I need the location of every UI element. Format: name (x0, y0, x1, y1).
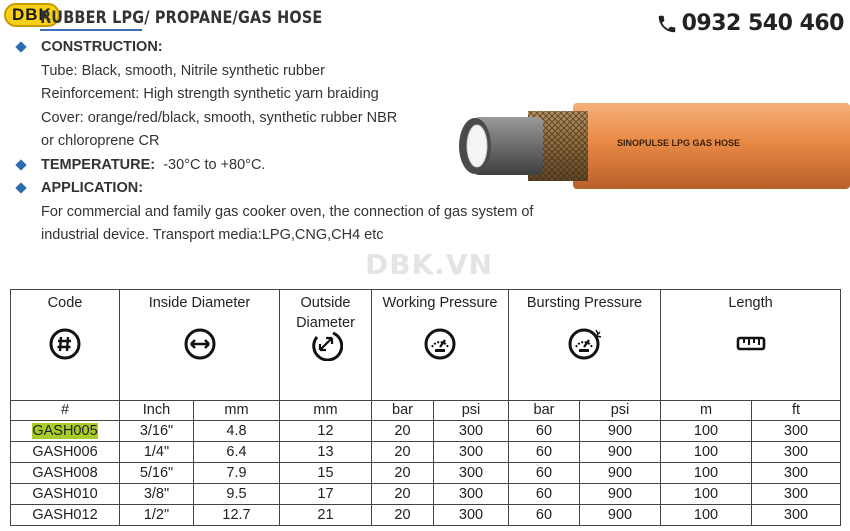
table-cell: 300 (752, 442, 841, 463)
outside-diameter-icon (309, 327, 343, 361)
table-cell: 900 (580, 442, 661, 463)
bullet-diamond-icon (15, 182, 26, 193)
table-cell: 100 (661, 421, 752, 442)
tube-line: Tube: Black, smooth, Nitrile synthetic rubber (41, 62, 325, 79)
table-cell: 900 (580, 484, 661, 505)
watermark: DBK.VN (365, 248, 494, 281)
header-outside-diameter: Outside Diameter (280, 290, 372, 401)
table-cell: 12 (280, 421, 372, 442)
table-header-row (11, 290, 841, 401)
unit-cell: # (11, 401, 120, 421)
table-cell: 100 (661, 505, 752, 526)
table-cell: 300 (434, 442, 509, 463)
header-code: Code (11, 290, 120, 401)
table-cell: 60 (509, 463, 580, 484)
table-cell: 12.7 (194, 505, 280, 526)
table-cell: 300 (434, 421, 509, 442)
table-cell: 20 (372, 463, 434, 484)
phone-number[interactable] (656, 11, 844, 36)
unit-cell: psi (434, 401, 509, 421)
page-title: RUBBER LPG/ PROPANE/GAS HOSE (40, 8, 323, 28)
header-working-pressure: Working Pressure (372, 290, 509, 401)
header-length: Length (661, 290, 841, 401)
table-cell: 300 (752, 463, 841, 484)
table-cell: 100 (661, 442, 752, 463)
table-cell: 900 (580, 505, 661, 526)
table-cell: 60 (509, 484, 580, 505)
unit-cell: ft (752, 401, 841, 421)
cover-line-1: Cover: orange/red/black, smooth, synthetic rubber NBR (41, 109, 398, 126)
construction-heading: CONSTRUCTION: (0, 36, 570, 60)
unit-cell: bar (372, 401, 434, 421)
pressure-gauge-icon (423, 327, 457, 361)
header-bursting-pressure: Bursting Pressure (509, 290, 661, 401)
table-cell: 300 (434, 484, 509, 505)
code-cell: GASH010 (11, 484, 120, 505)
table-cell: 5/16" (120, 463, 194, 484)
table-cell: 900 (580, 421, 661, 442)
table-cell: 6.4 (194, 442, 280, 463)
table-cell: 20 (372, 442, 434, 463)
unit-cell: psi (580, 401, 661, 421)
application-heading: APPLICATION: (0, 177, 570, 201)
table-cell: 300 (752, 505, 841, 526)
table-cell: 20 (372, 421, 434, 442)
phone-text: 0932 540 460 (681, 11, 844, 36)
code-cell (11, 421, 120, 442)
burst-gauge-icon (567, 327, 603, 361)
phone-icon (656, 13, 678, 35)
application-line-2: industrial device. Transport media:LPG,CNG,CH4 etc (41, 227, 384, 243)
cover-line-2: or chloroprene CR (41, 133, 160, 149)
unit-cell: Inch (120, 401, 194, 421)
unit-cell: mm (194, 401, 280, 421)
diameter-arrows-icon (183, 327, 217, 361)
table-cell: 13 (280, 442, 372, 463)
title-underline (40, 29, 142, 31)
table-cell: 7.9 (194, 463, 280, 484)
table-cell: 300 (434, 463, 509, 484)
code-cell: GASH008 (11, 463, 120, 484)
hose-image (453, 101, 850, 193)
table-cell: 20 (372, 505, 434, 526)
table-cell: 4.8 (194, 421, 280, 442)
table-row (11, 484, 841, 505)
table-cell: 60 (509, 442, 580, 463)
table-cell: 1/4" (120, 442, 194, 463)
code-cell: GASH006 (11, 442, 120, 463)
header-inside-diameter: Inside Diameter (120, 290, 280, 401)
hose-label: SINOPULSE LPG GAS HOSE (617, 138, 741, 148)
bullet-diamond-icon (15, 41, 26, 52)
table-cell: 300 (434, 505, 509, 526)
table-cell: 20 (372, 484, 434, 505)
bullet-diamond-icon (15, 159, 26, 170)
table-cell: 21 (280, 505, 372, 526)
temperature-line: TEMPERATURE: -30°C to +80°C. (0, 154, 570, 178)
table-cell: 3/16" (120, 421, 194, 442)
table-cell: 300 (752, 421, 841, 442)
table-cell: 17 (280, 484, 372, 505)
unit-cell: bar (509, 401, 580, 421)
application-line-1: For commercial and family gas cooker oven, the connection of gas system of (41, 203, 534, 220)
table-row (11, 442, 841, 463)
unit-cell: mm (280, 401, 372, 421)
table-cell: 100 (661, 463, 752, 484)
table-cell: 3/8" (120, 484, 194, 505)
logo-text: DBK (4, 3, 60, 27)
table-units-row (11, 401, 841, 421)
table-cell: 60 (509, 421, 580, 442)
spec-table (10, 289, 841, 526)
table-cell: 1/2" (120, 505, 194, 526)
table-row (11, 505, 841, 526)
table-cell: 100 (661, 484, 752, 505)
hash-icon (48, 327, 82, 361)
code-cell: GASH012 (11, 505, 120, 526)
table-row (11, 463, 841, 484)
table-cell: 900 (580, 463, 661, 484)
table-cell: 60 (509, 505, 580, 526)
table-row (11, 421, 841, 442)
table-cell: 15 (280, 463, 372, 484)
table-cell: 9.5 (194, 484, 280, 505)
ruler-icon (734, 327, 768, 361)
reinforcement-line: Reinforcement: High strength synthetic yarn braiding (41, 86, 379, 102)
table-cell: 300 (752, 484, 841, 505)
unit-cell: m (661, 401, 752, 421)
highlighted-code: GASH005 (32, 423, 98, 439)
